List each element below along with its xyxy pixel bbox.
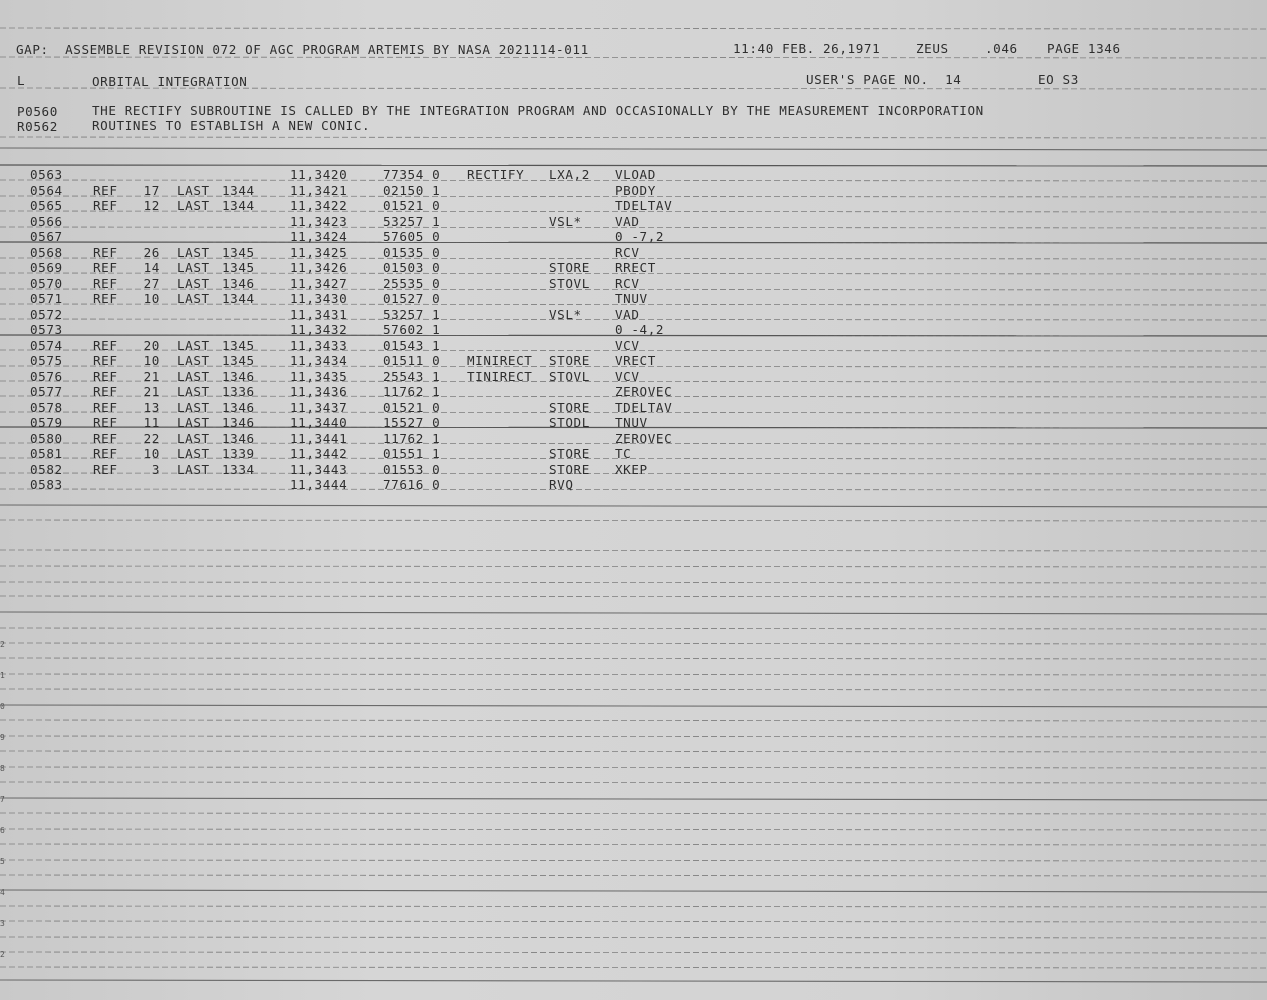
address: 11,3425 (290, 244, 348, 260)
address: 11,3443 (290, 461, 348, 477)
listing-row (0, 246, 1267, 261)
section-title: ORBITAL INTEGRATION (92, 74, 248, 89)
operand: RCV (615, 275, 640, 291)
ref-label: REF (93, 198, 118, 213)
operand: ZEROVEC (615, 384, 673, 399)
listing-row (0, 168, 1267, 183)
last-label: LAST (177, 353, 210, 368)
last-label: LAST (177, 368, 210, 384)
symbol-label: RECTIFY (467, 167, 525, 182)
ref-label: REF (93, 337, 118, 353)
ref-label: REF (93, 461, 118, 477)
ref-label: REF (93, 182, 118, 198)
margin-tick: 2 (0, 950, 5, 959)
last-label: LAST (177, 461, 210, 477)
last-page: 1345 (222, 353, 255, 368)
opcode: RVQ (549, 477, 574, 492)
operand: VCV (615, 337, 640, 353)
address: 11,3435 (290, 368, 348, 384)
octal-word: 02150 1 (383, 182, 441, 198)
opcode: STORE (549, 353, 590, 368)
listing-row (0, 292, 1267, 307)
ref-label: REF (93, 353, 118, 368)
opcode: STORE (549, 461, 590, 477)
opcode: STOVL (549, 275, 590, 291)
operand: TC (615, 446, 632, 461)
header-page-number: PAGE 1346 (1047, 41, 1121, 56)
last-label: LAST (177, 384, 210, 399)
operand: VAD (615, 213, 640, 229)
ref-count: 27 (143, 275, 160, 291)
last-page: 1345 (222, 244, 255, 260)
address: 11,3430 (290, 291, 348, 306)
margin-tick: 0 (0, 702, 5, 711)
address: 11,3426 (290, 260, 348, 275)
last-page: 1339 (222, 446, 255, 461)
listing-row (0, 277, 1267, 292)
ref-label: REF (93, 399, 118, 415)
last-label: LAST (177, 198, 210, 213)
operand: TDELTAV (615, 399, 673, 415)
last-page: 1346 (222, 399, 255, 415)
ref-label: REF (93, 244, 118, 260)
margin-tick: 4 (0, 888, 5, 897)
address: 11,3441 (290, 430, 348, 446)
sequence-number: 0581 (30, 446, 63, 461)
sequence-number: 0567 (30, 229, 63, 244)
ref-label: REF (93, 275, 118, 291)
listing-row (0, 261, 1267, 276)
ref-count: 12 (143, 198, 160, 213)
sequence-number: 0563 (30, 167, 63, 182)
ref-count: 3 (151, 461, 160, 477)
operand: RRECT (615, 260, 656, 275)
listing-row (0, 184, 1267, 199)
margin-tick: 9 (0, 733, 5, 742)
listing-row (0, 215, 1267, 230)
ref-count: 11 (143, 415, 160, 430)
octal-word: 01551 1 (383, 446, 441, 461)
sequence-number: 0577 (30, 384, 63, 399)
opcode: VSL* (549, 213, 582, 229)
octal-word: 01535 0 (383, 244, 441, 260)
operand: RCV (615, 244, 640, 260)
margin-tick: 3 (0, 919, 5, 928)
octal-word: 53257 1 (383, 306, 441, 322)
symbol-label: TINIRECT (467, 368, 533, 384)
listing-row (0, 416, 1267, 431)
address: 11,3434 (290, 353, 348, 368)
last-label: LAST (177, 275, 210, 291)
symbol-label: MINIRECT (467, 353, 533, 368)
section-marker: L (17, 73, 26, 88)
address: 11,3422 (290, 198, 348, 213)
listing-row (0, 354, 1267, 369)
address: 11,3433 (290, 337, 348, 353)
octal-word: 01503 0 (383, 260, 441, 275)
octal-word: 01553 0 (383, 461, 441, 477)
opcode: STORE (549, 260, 590, 275)
last-page: 1346 (222, 430, 255, 446)
listing-row (0, 463, 1267, 478)
address: 11,3444 (290, 477, 348, 492)
last-label: LAST (177, 291, 210, 306)
ref-count: 26 (143, 244, 160, 260)
listing-row (0, 401, 1267, 416)
header-code: .046 (985, 41, 1018, 56)
ref-count: 14 (143, 260, 160, 275)
operand: PBODY (615, 182, 656, 198)
operand: VCV (615, 368, 640, 384)
address: 11,3436 (290, 384, 348, 399)
listing-row (0, 323, 1267, 338)
last-page: 1344 (222, 291, 255, 306)
listing-row (0, 339, 1267, 354)
listing-row (0, 230, 1267, 245)
sequence-number: 0565 (30, 198, 63, 213)
address: 11,3421 (290, 182, 348, 198)
sequence-number: 0580 (30, 430, 63, 446)
last-page: 1334 (222, 461, 255, 477)
sequence-number: 0566 (30, 213, 63, 229)
operand: VRECT (615, 353, 656, 368)
sequence-number: 0572 (30, 306, 63, 322)
last-label: LAST (177, 399, 210, 415)
margin-tick: 7 (0, 795, 5, 804)
sequence-number: 0574 (30, 337, 63, 353)
address: 11,3440 (290, 415, 348, 430)
header-timestamp: 11:40 FEB. 26,1971 (733, 41, 881, 56)
comment-seq: P0560 (17, 104, 58, 119)
margin-tick: 2 (0, 640, 5, 649)
octal-word: 77354 0 (383, 167, 441, 182)
ref-count: 10 (143, 446, 160, 461)
octal-word: 25535 0 (383, 275, 441, 291)
address: 11,3437 (290, 399, 348, 415)
address: 11,3442 (290, 446, 348, 461)
last-label: LAST (177, 446, 210, 461)
sequence-number: 0576 (30, 368, 63, 384)
last-label: LAST (177, 182, 210, 198)
operand: 0 -7,2 (615, 229, 665, 244)
octal-word: 01511 0 (383, 353, 441, 368)
sequence-number: 0579 (30, 415, 63, 430)
octal-word: 11762 1 (383, 384, 441, 399)
last-page: 1346 (222, 415, 255, 430)
opcode: STODL (549, 415, 590, 430)
octal-word: 77616 0 (383, 477, 441, 492)
ref-label: REF (93, 384, 118, 399)
ref-label: REF (93, 430, 118, 446)
sequence-number: 0571 (30, 291, 63, 306)
comment-line: THE RECTIFY SUBROUTINE IS CALLED BY THE INTEGRATION PROGRAM AND OCCASIONALLY BY THE MEASUREMENT INCORPORATION (92, 103, 984, 118)
comment-seq: R0562 (17, 119, 58, 134)
ref-label: REF (93, 368, 118, 384)
comment-line: ROUTINES TO ESTABLISH A NEW CONIC. (92, 118, 371, 133)
opcode: LXA,2 (549, 167, 590, 182)
operand: XKEP (615, 461, 648, 477)
octal-word: 57605 0 (383, 229, 441, 244)
octal-word: 01527 0 (383, 291, 441, 306)
octal-word: 25543 1 (383, 368, 441, 384)
ref-label: REF (93, 446, 118, 461)
ref-count: 20 (143, 337, 160, 353)
ref-label: REF (93, 260, 118, 275)
octal-word: 57602 1 (383, 322, 441, 337)
listing-row (0, 199, 1267, 214)
octal-word: 01521 0 (383, 399, 441, 415)
address: 11,3431 (290, 306, 348, 322)
address: 11,3423 (290, 213, 348, 229)
sequence-number: 0578 (30, 399, 63, 415)
octal-word: 01543 1 (383, 337, 441, 353)
ref-label: REF (93, 291, 118, 306)
ref-count: 22 (143, 430, 160, 446)
operand: VLOAD (615, 167, 656, 182)
sequence-number: 0583 (30, 477, 63, 492)
sequence-number: 0568 (30, 244, 63, 260)
listing-row (0, 308, 1267, 323)
last-label: LAST (177, 244, 210, 260)
opcode: STORE (549, 446, 590, 461)
margin-tick: 1 (0, 671, 5, 680)
ref-label: REF (93, 415, 118, 430)
margin-tick: 6 (0, 826, 5, 835)
last-label: LAST (177, 337, 210, 353)
listing-row (0, 432, 1267, 447)
operand: ZEROVEC (615, 430, 673, 446)
ref-count: 10 (143, 291, 160, 306)
last-page: 1345 (222, 337, 255, 353)
header-title: GAP: ASSEMBLE REVISION 072 OF AGC PROGRAM ARTEMIS BY NASA 2021114-011 (16, 42, 589, 57)
operand: TNUV (615, 415, 648, 430)
operand: VAD (615, 306, 640, 322)
listing-row (0, 385, 1267, 400)
operand: TDELTAV (615, 198, 673, 213)
margin-tick: 5 (0, 857, 5, 866)
octal-word: 15527 0 (383, 415, 441, 430)
address: 11,3432 (290, 322, 348, 337)
ref-count: 13 (143, 399, 160, 415)
opcode: VSL* (549, 306, 582, 322)
sequence-number: 0573 (30, 322, 63, 337)
listing-row (0, 370, 1267, 385)
sequence-number: 0582 (30, 461, 63, 477)
last-page: 1344 (222, 182, 255, 198)
last-label: LAST (177, 430, 210, 446)
users-page-number: USER'S PAGE NO. 14 (806, 72, 962, 87)
sequence-number: 0570 (30, 275, 63, 291)
sequence-number: 0575 (30, 353, 63, 368)
opcode: STOVL (549, 368, 590, 384)
listing-row (0, 447, 1267, 462)
sequence-number: 0569 (30, 260, 63, 275)
last-page: 1336 (222, 384, 255, 399)
eo-label: EO S3 (1038, 72, 1079, 87)
operand: 0 -4,2 (615, 322, 665, 337)
ref-count: 17 (143, 182, 160, 198)
last-page: 1345 (222, 260, 255, 275)
address: 11,3420 (290, 167, 348, 182)
last-label: LAST (177, 415, 210, 430)
header-user: ZEUS (916, 41, 949, 56)
last-label: LAST (177, 260, 210, 275)
ref-count: 21 (143, 368, 160, 384)
octal-word: 53257 1 (383, 213, 441, 229)
listing-row (0, 478, 1267, 493)
octal-word: 01521 0 (383, 198, 441, 213)
octal-word: 11762 1 (383, 430, 441, 446)
last-page: 1346 (222, 368, 255, 384)
last-page: 1344 (222, 198, 255, 213)
address: 11,3424 (290, 229, 348, 244)
ref-count: 10 (143, 353, 160, 368)
sequence-number: 0564 (30, 182, 63, 198)
opcode: STORE (549, 399, 590, 415)
ref-count: 21 (143, 384, 160, 399)
address: 11,3427 (290, 275, 348, 291)
operand: TNUV (615, 291, 648, 306)
margin-tick: 8 (0, 764, 5, 773)
last-page: 1346 (222, 275, 255, 291)
